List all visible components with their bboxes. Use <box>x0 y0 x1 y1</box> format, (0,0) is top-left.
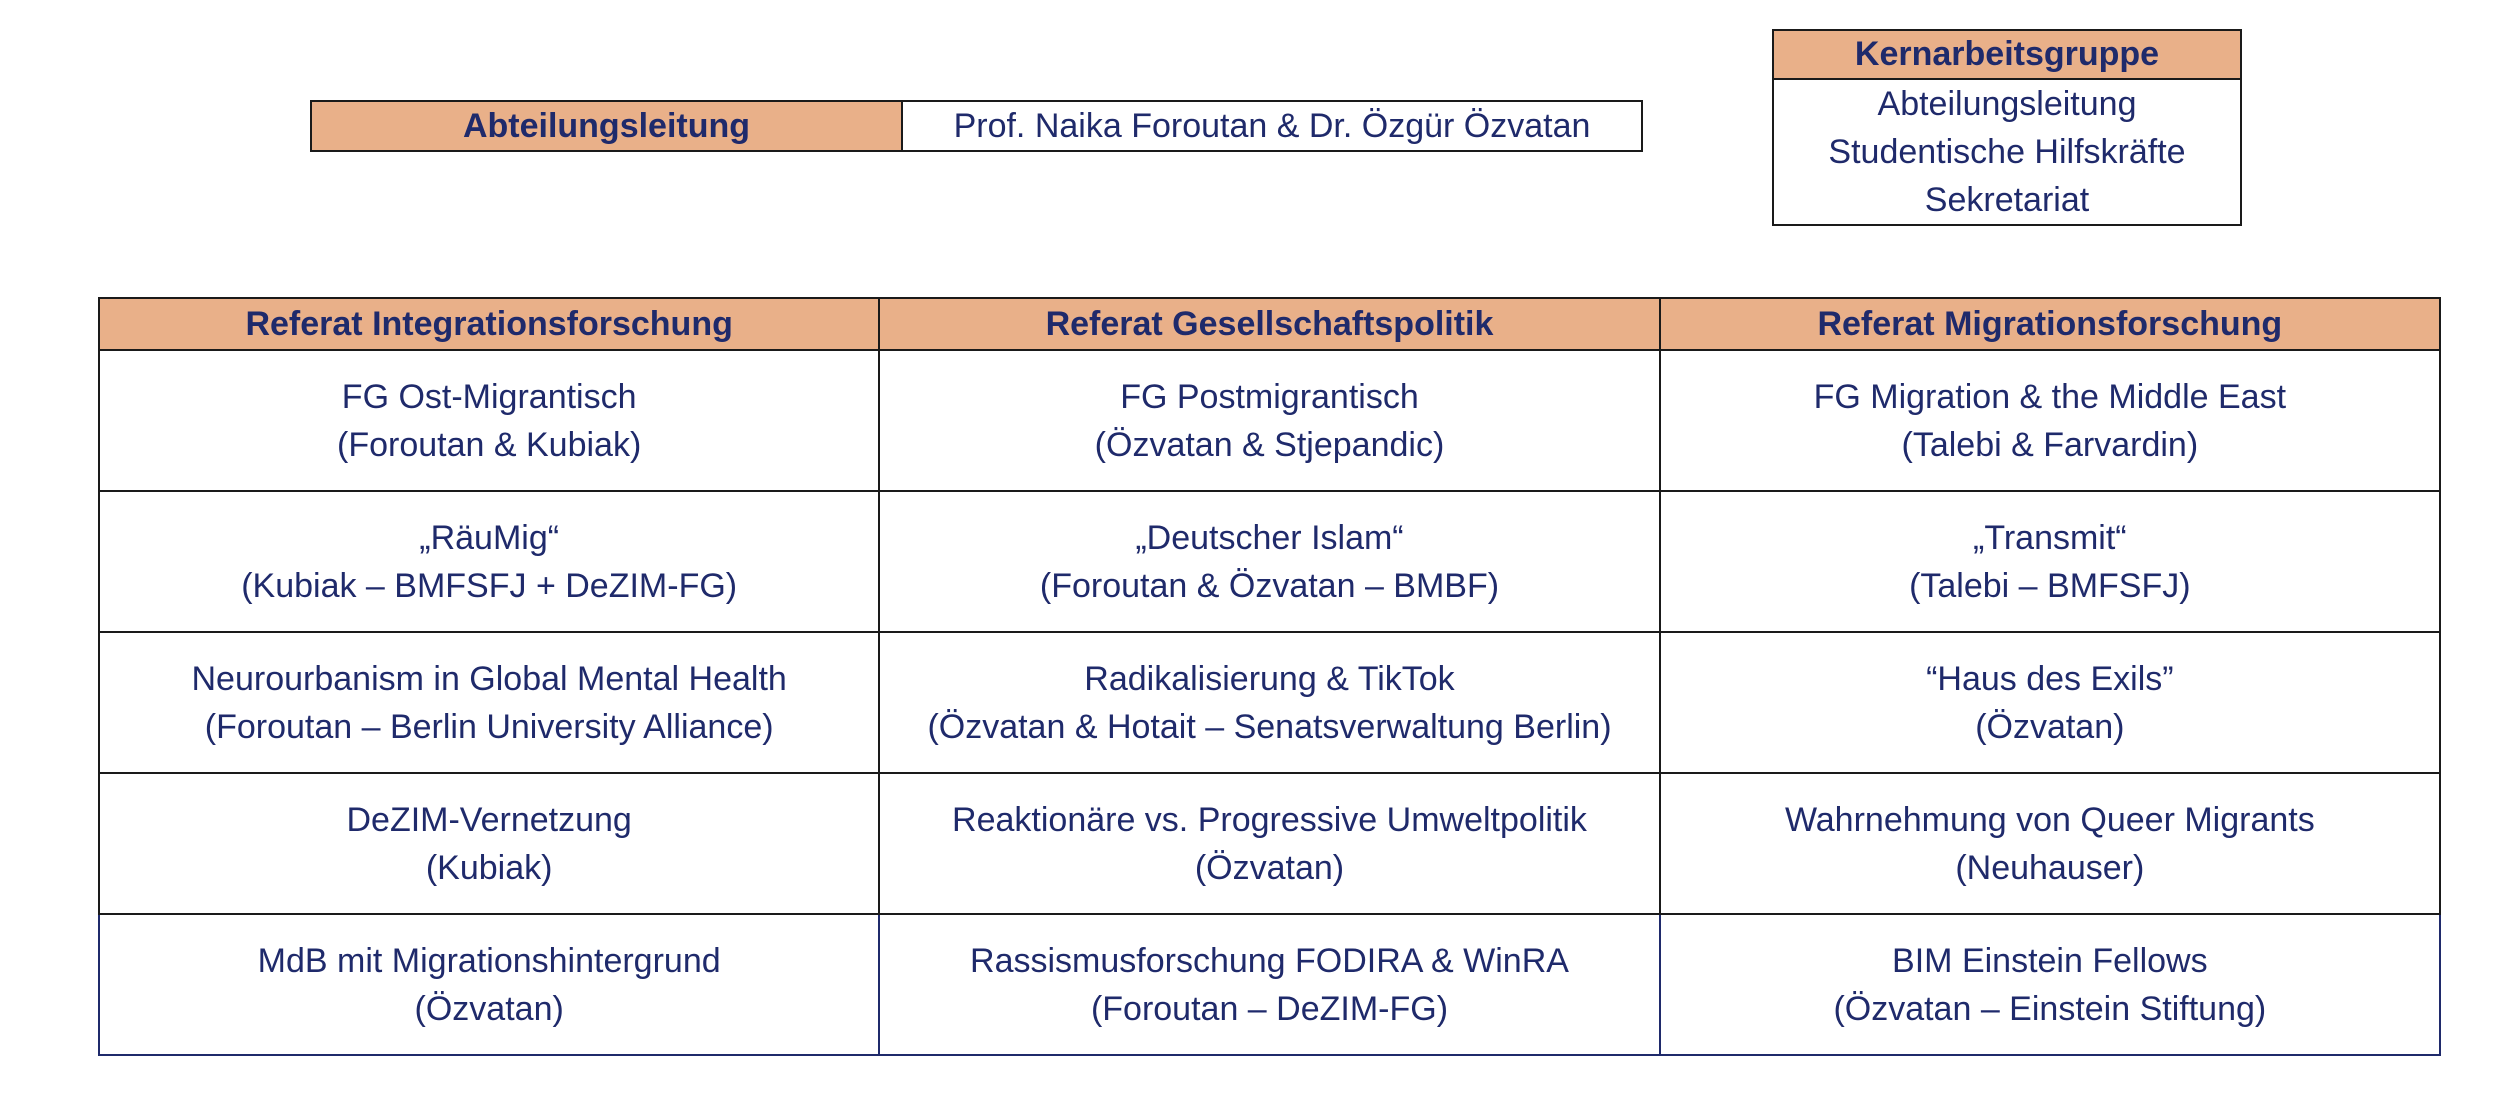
kernarbeitsgruppe-title: Kernarbeitsgruppe <box>1774 31 2240 80</box>
cell-subtitle: (Özvatan) <box>1194 848 1345 887</box>
table-cell <box>879 773 1659 914</box>
cell-title: BIM Einstein Fellows <box>1892 941 2208 980</box>
cell-subtitle: (Neuhauser) <box>1955 848 2145 887</box>
header-integrationsforschung: Referat Integrationsforschung <box>99 298 879 350</box>
header-migrationsforschung: Referat Migrationsforschung <box>1660 298 2440 350</box>
cell-title: FG Postmigrantisch <box>1120 377 1419 416</box>
table-cell <box>1660 632 2440 773</box>
abteilungsleitung-box <box>310 100 1643 152</box>
cell-subtitle: (Talebi & Farvardin) <box>1901 425 2199 464</box>
cell-subtitle: (Foroutan – DeZIM-FG) <box>1090 989 1449 1028</box>
cell-title: Neurourbanism in Global Mental Health <box>191 659 787 698</box>
table-cell <box>99 914 879 1055</box>
cell-title: „Deutscher Islam“ <box>1135 518 1404 557</box>
table-cell <box>1660 350 2440 491</box>
table-cell <box>879 350 1659 491</box>
kern-item-abteilungsleitung: Abteilungsleitung <box>1877 85 2137 123</box>
kern-item-hilfskraefte: Studentische Hilfskräfte <box>1828 133 2186 171</box>
kernarbeitsgruppe-list <box>1774 80 2240 224</box>
table-cell <box>1660 914 2440 1055</box>
table-row <box>99 773 2440 914</box>
cell-subtitle: (Talebi – BMFSFJ) <box>1909 566 2191 605</box>
table-cell <box>879 914 1659 1055</box>
abteilungsleitung-value: Prof. Naika Foroutan & Dr. Özgür Özvatan <box>903 102 1641 150</box>
cell-title: Radikalisierung & TikTok <box>1084 659 1455 698</box>
cell-subtitle: (Kubiak – BMFSFJ + DeZIM-FG) <box>241 566 738 605</box>
kernarbeitsgruppe-box <box>1772 29 2242 226</box>
cell-subtitle: (Kubiak) <box>425 848 553 887</box>
table-row <box>99 632 2440 773</box>
cell-subtitle: (Özvatan – Einstein Stiftung) <box>1833 989 2267 1028</box>
cell-subtitle: (Özvatan) <box>1975 707 2125 746</box>
table-cell <box>1660 491 2440 632</box>
header-gesellschaftspolitik: Referat Gesellschaftspolitik <box>879 298 1659 350</box>
cell-title: Rassismusforschung FODIRA & WinRA <box>970 941 1569 980</box>
table-cell <box>879 632 1659 773</box>
cell-title: Reaktionäre vs. Progressive Umweltpolitik <box>952 800 1587 839</box>
cell-title: DeZIM-Vernetzung <box>346 800 632 839</box>
table-row <box>99 491 2440 632</box>
referate-table <box>98 297 2441 1056</box>
cell-title: MdB mit Migrationshintergrund <box>257 941 721 980</box>
cell-subtitle: (Özvatan) <box>414 989 564 1028</box>
table-cell <box>99 350 879 491</box>
cell-title: „RäuMig“ <box>419 518 560 557</box>
table-row <box>99 914 2440 1055</box>
cell-title: “Haus des Exils” <box>1926 659 2174 698</box>
kern-item-sekretariat: Sekretariat <box>1924 181 2090 219</box>
cell-title: FG Migration & the Middle East <box>1813 377 2287 416</box>
table-cell <box>99 773 879 914</box>
cell-subtitle: (Özvatan & Stjepandic) <box>1094 425 1445 464</box>
abteilungsleitung-label: Abteilungsleitung <box>312 102 903 150</box>
table-cell <box>99 632 879 773</box>
cell-subtitle: (Özvatan & Hotait – Senatsverwaltung Berlin) <box>927 707 1612 746</box>
table-cell <box>1660 773 2440 914</box>
table-row <box>99 350 2440 491</box>
cell-title: „Transmit“ <box>1973 518 2127 557</box>
cell-title: FG Ost-Migrantisch <box>341 377 637 416</box>
cell-title: Wahrnehmung von Queer Migrants <box>1784 800 2315 839</box>
cell-subtitle: (Foroutan – Berlin University Alliance) <box>204 707 774 746</box>
table-cell <box>879 491 1659 632</box>
table-header-row <box>99 298 2440 350</box>
table-cell <box>99 491 879 632</box>
cell-subtitle: (Foroutan & Özvatan – BMBF) <box>1039 566 1500 605</box>
cell-subtitle: (Foroutan & Kubiak) <box>337 425 642 464</box>
